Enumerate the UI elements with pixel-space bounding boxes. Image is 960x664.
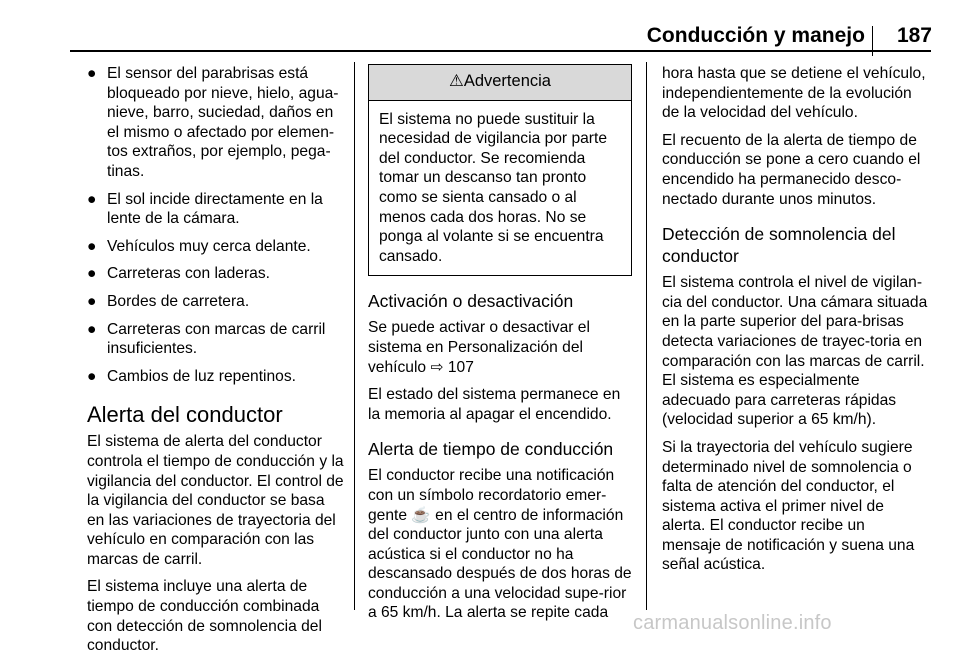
warning-text: El sistema no puede sustituir la necesidad de vigilancia por parte del conductor. Se recomienda tomar un descanso tan pronto como se sienta cansado o al menos cada dos horas. No se ponga al volante si se encuentra cansado. (379, 110, 607, 265)
header-rule (70, 50, 931, 52)
paragraph: El conductor recibe una notificación con un símbolo recordatorio emer-gente ☕ en el centro de información del conductor junto con una alerta acústica si el conductor no ha descansado después de dos horas de conducción a una velocidad supe-rior a 65 km/h. La alerta se repite cada (368, 467, 632, 622)
column-right (662, 64, 928, 583)
column-middle (368, 64, 632, 631)
watermark-logo: carmanualsonline.info (633, 612, 832, 634)
list-item: ● El sensor del parabrisas está bloqueado por nieve, hielo, agua-nieve, barro, suciedad, daños en el mismo o afectado por elemen-tos extraños, por ejemplo, pega-tinas. (87, 65, 339, 180)
list-item: ● Carreteras con laderas. (87, 265, 270, 283)
list-item: ● Cambios de luz repentinos. (87, 367, 296, 385)
warning-triangle-icon: ⚠ (449, 72, 464, 90)
page-reference[interactable]: 107 (447, 358, 474, 376)
column-left (87, 64, 345, 664)
coffee-cup-icon: ☕ (411, 506, 431, 524)
warning-box (368, 64, 632, 276)
heading-drowsiness-detection: Detección de somnolencia del conductor (662, 224, 896, 267)
column-divider-2 (646, 62, 647, 610)
paragraph: El sistema de alerta del conductor controla el tiempo de conducción y la vigilancia del conductor. El control de la vigilancia del conductor se basa en las variaciones de trayectoria del vehículo en comparación con las marcas de carril. (87, 433, 344, 568)
paragraph: Si la trayectoria del vehículo sugiere determinado nivel de somnolencia o falta de atención del conductor, el sistema activa el primer nivel de alerta. El conductor recibe un mensaje de notificación y suena una señal acústica. (662, 438, 915, 574)
heading-activation: Activación o desactivación (368, 291, 574, 312)
list-item: ● Vehículos muy cerca delante. (87, 237, 311, 255)
list-item: ● El sol incide directamente en la lente de la cámara. (87, 190, 323, 228)
section-heading-driver-alert: Alerta del conductor (87, 402, 283, 428)
paragraph: El estado del sistema permanece en la memoria al apagar el encendido. (368, 386, 621, 423)
paragraph: El recuento de la alerta de tiempo de conducción se pone a cero cuando el encendido ha permanecido desco-nectado durante unos minutos. (662, 131, 921, 208)
paragraph: El sistema controla el nivel de vigilan-cia del conductor. Una cámara situada en la parte superior del para-brisas detecta variaciones de trayec-toria en comparación con las marcas de carril. El sistema es especialmente adecuado para carreteras rápidas (velocidad superior a 65 km/h). (662, 274, 928, 429)
list-item: ● Carreteras con marcas de carril insuficientes. (87, 320, 326, 358)
page-header (0, 24, 932, 48)
heading-driving-time-alert: Alerta de tiempo de conducción (368, 439, 614, 460)
section-title: Conducción y manejo (646, 24, 865, 47)
paragraph: El sistema incluye una alerta de tiempo de conducción combinada con detección de somnolencia del conductor. (87, 578, 322, 655)
warning-header: ⚠Advertencia (369, 65, 631, 101)
paragraph: Se puede activar o desactivar el sistema en Personalización del vehículo ⇨ 107 (368, 319, 590, 376)
list-item: ● Bordes de carretera. (87, 292, 250, 310)
page-number: 187 (896, 24, 932, 47)
paragraph: hora hasta que se detiene el vehículo, independientemente de la evolución de la velocidad del vehículo. (662, 65, 926, 122)
page-reference-icon: ⇨ (430, 358, 444, 376)
column-divider-1 (354, 62, 355, 610)
